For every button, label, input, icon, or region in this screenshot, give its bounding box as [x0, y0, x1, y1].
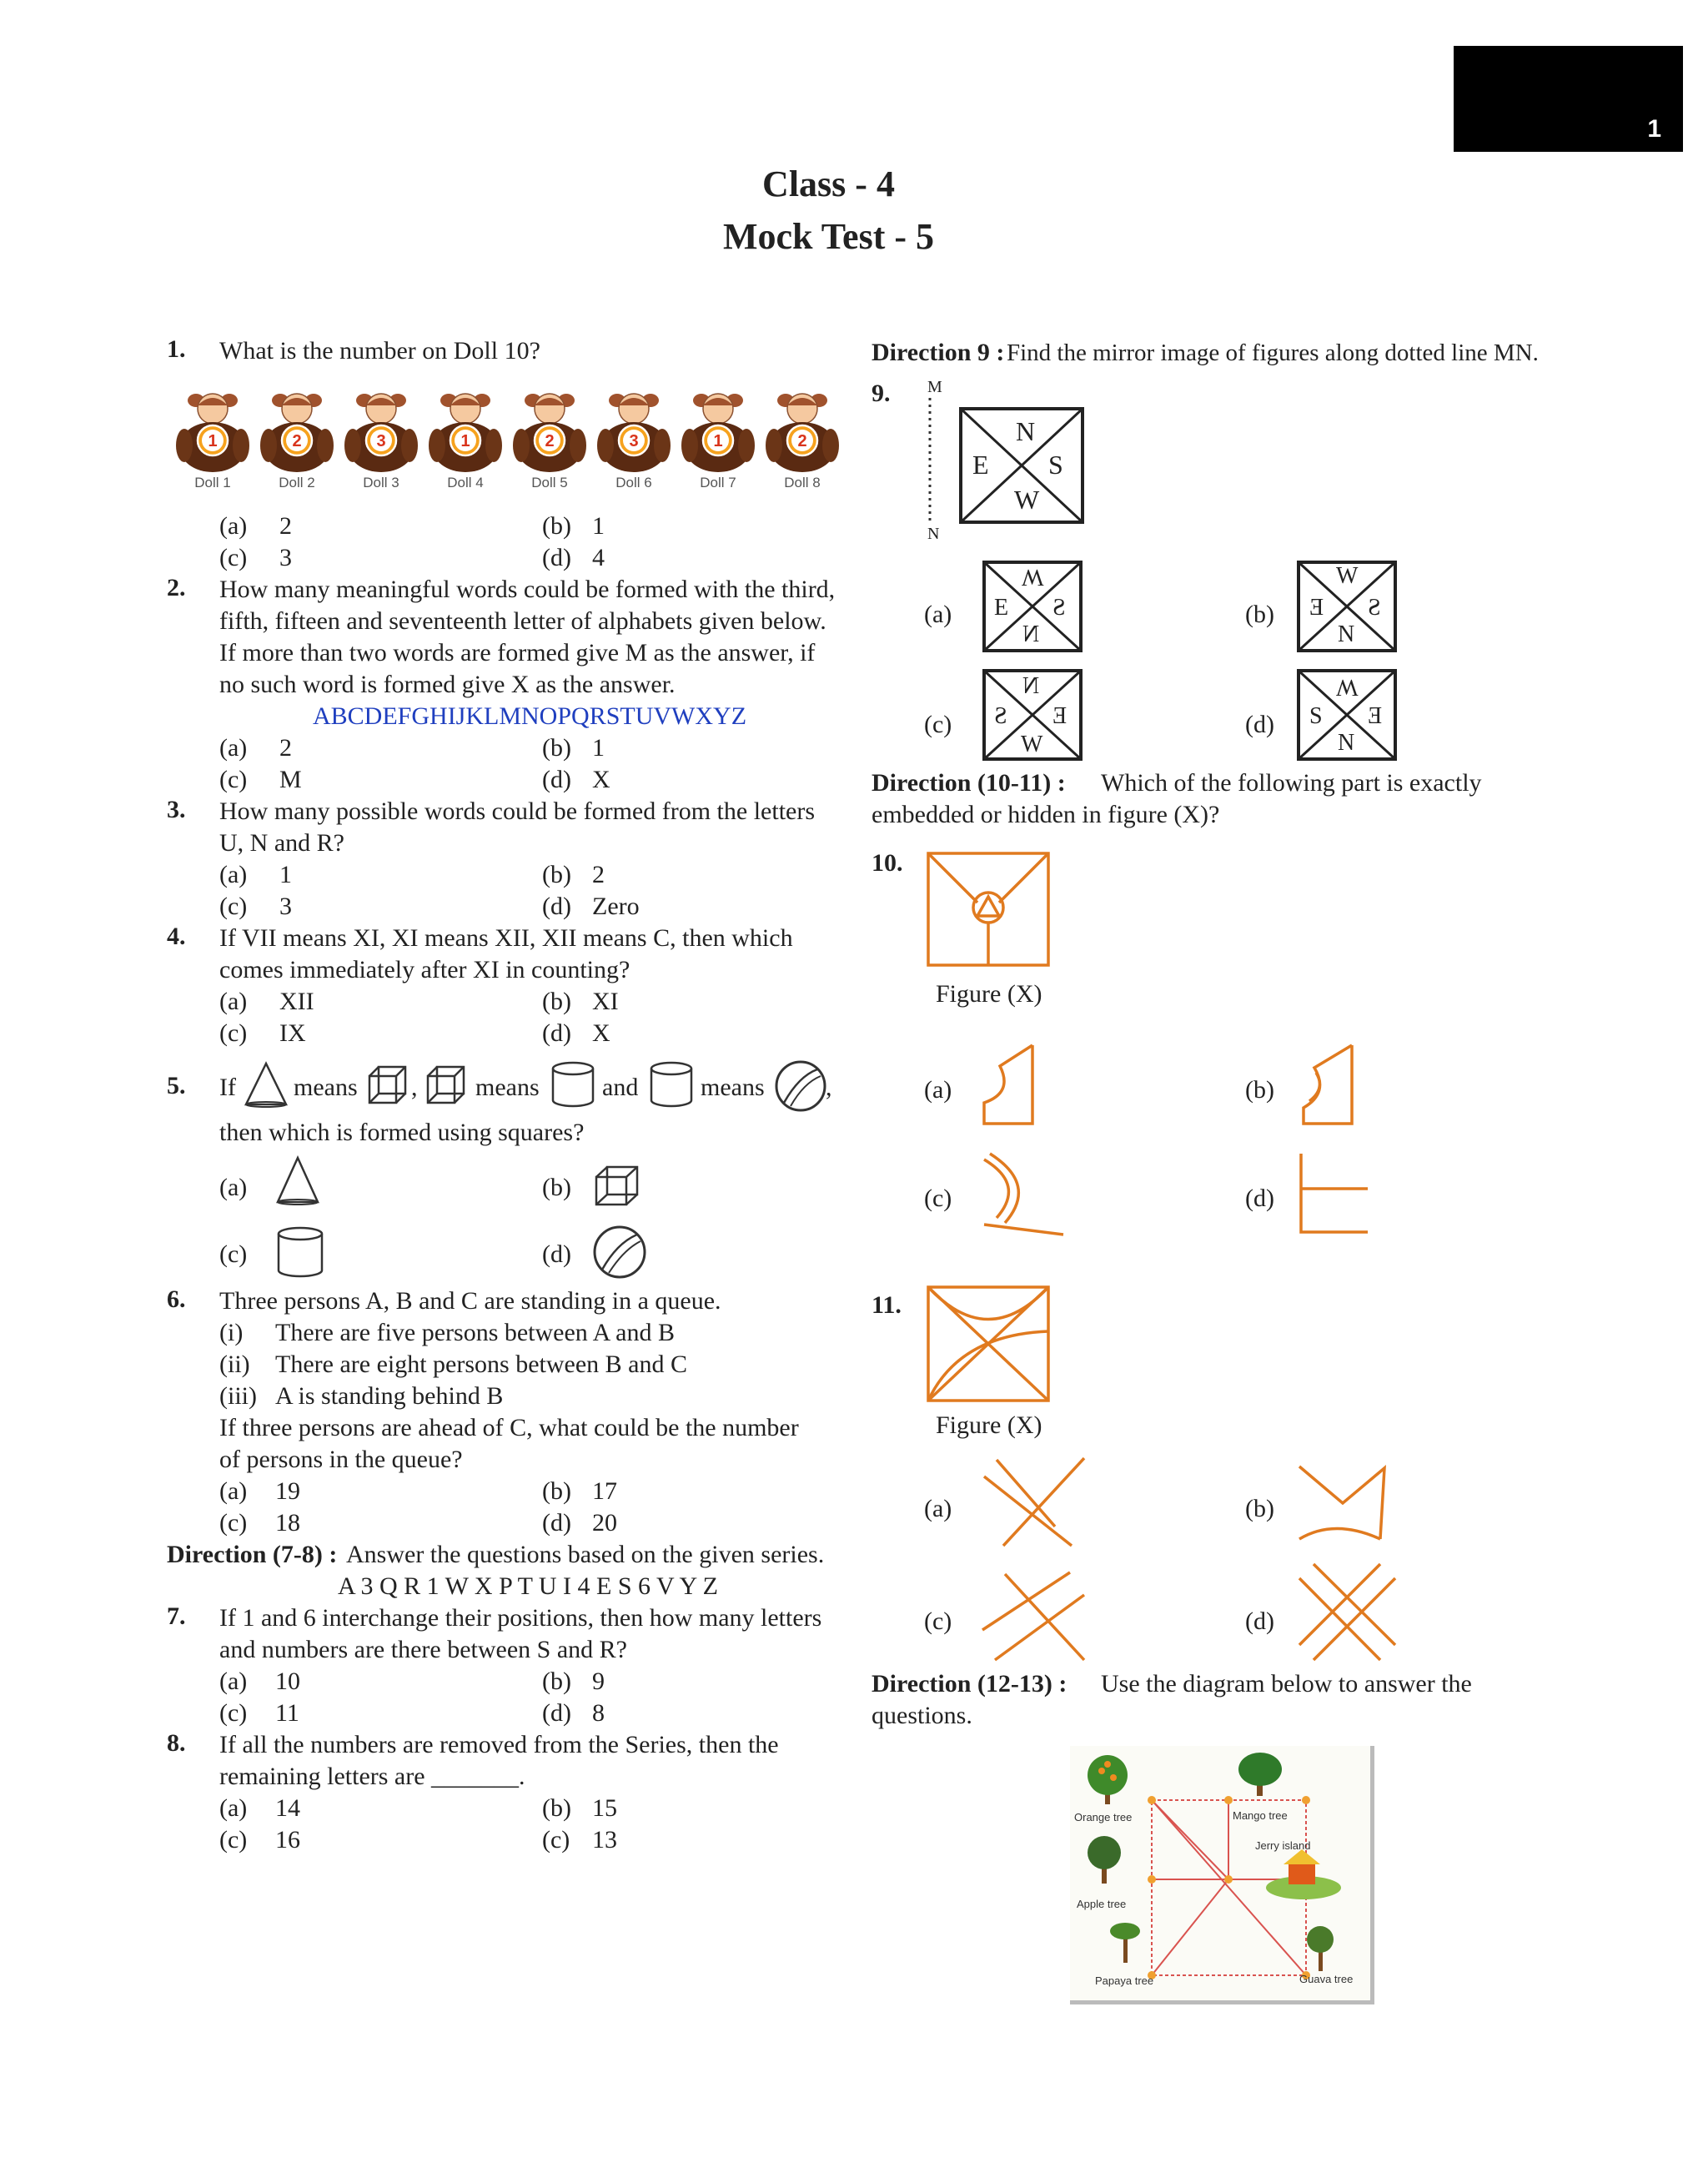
question-number: 10. — [872, 849, 903, 877]
option-key: (c) — [219, 1019, 248, 1047]
option-key: (a) — [924, 1495, 952, 1522]
option-key: (b) — [542, 512, 571, 540]
question-text: of persons in the queue? — [219, 1446, 463, 1473]
option-key: (b) — [542, 1794, 571, 1822]
doll — [513, 394, 586, 490]
direction-text: Which of the following part is exactly — [1101, 769, 1482, 797]
option-key: (c) — [924, 1607, 952, 1635]
doll-label: Doll 7 — [700, 475, 736, 490]
direction-label: Direction 9 : — [872, 339, 1005, 366]
option-value: 2 — [279, 734, 292, 762]
option-value: 2 — [279, 512, 292, 540]
condition-text: There are eight persons between B and C — [275, 1351, 687, 1378]
option-key: (c) — [542, 1826, 570, 1854]
q11-figure-x — [926, 1285, 1051, 1403]
tree-label: Guava tree — [1299, 1973, 1354, 1985]
option-value: 13 — [592, 1826, 617, 1854]
option-value: 18 — [275, 1509, 300, 1537]
compass-letter: N — [1022, 673, 1040, 699]
question-text: If — [219, 1074, 236, 1101]
direction-text: Find the mirror image of figures along dotted line MN. — [1007, 340, 1539, 366]
doll — [429, 394, 502, 490]
compass-letter: W — [1336, 674, 1359, 700]
doll-number: 3 — [376, 432, 386, 450]
compass-letter: W — [1336, 563, 1359, 589]
option-key: (b) — [542, 861, 571, 888]
doll-label: Doll 4 — [447, 475, 484, 490]
option-key: (d) — [1245, 711, 1274, 738]
option-key: (a) — [219, 1794, 248, 1822]
option-value: 3 — [279, 544, 292, 571]
class-title: Class - 4 — [762, 163, 895, 204]
option-key: (c) — [219, 1826, 248, 1854]
option-key: (b) — [1245, 601, 1274, 628]
question-text: How many possible words could be formed from the letters — [219, 797, 816, 825]
option-value: 2 — [592, 861, 605, 888]
option-key: (b) — [542, 988, 571, 1015]
option-key: (b) — [1245, 1076, 1274, 1104]
guava-tree-icon — [1307, 1926, 1334, 1971]
cone-icon — [242, 1061, 290, 1109]
tree-label: Papaya tree — [1095, 1974, 1154, 1987]
direction-text: questions. — [872, 1702, 972, 1729]
option-value: 1 — [279, 861, 292, 888]
question-text: then which is formed using squares? — [219, 1119, 585, 1146]
condition-text: There are five persons between A and B — [275, 1319, 675, 1346]
compass-letter: E — [1368, 703, 1383, 729]
option-key: (a) — [219, 861, 248, 888]
q10-option-c-shape — [980, 1151, 1072, 1239]
sphere-icon — [774, 1059, 827, 1113]
option-value: 19 — [275, 1477, 300, 1505]
question-text: remaining letters are _______. — [219, 1763, 525, 1790]
compass-letter: E — [1309, 595, 1324, 621]
cylinder-icon — [550, 1061, 595, 1109]
compass-letter: S — [1048, 450, 1063, 480]
direction-text: Answer the questions based on the given series. — [346, 1541, 825, 1568]
option-value: XI — [592, 988, 619, 1015]
compass-letter: N — [1022, 621, 1040, 647]
option-value: 14 — [275, 1794, 300, 1822]
doll-number: 3 — [629, 432, 639, 450]
option-key: (c) — [219, 893, 248, 920]
figure-label: Figure (X) — [936, 1411, 1042, 1439]
question-number: 4. — [167, 923, 186, 950]
compass-letter: W — [1021, 732, 1043, 757]
cube-icon — [367, 1064, 409, 1106]
letter-series: A 3 Q R 1 W X P T U I 4 E S 6 V Y Z — [338, 1572, 718, 1600]
compass-letter: S — [1052, 595, 1066, 621]
doll-label: Doll 8 — [784, 475, 821, 490]
doll-label: Doll 5 — [531, 475, 568, 490]
cylinder-icon — [649, 1061, 694, 1109]
question-number: 9. — [872, 380, 891, 407]
condition-key: (iii) — [219, 1382, 257, 1410]
question-text: What is the number on Doll 10? — [219, 337, 540, 365]
option-key: (d) — [542, 1509, 571, 1537]
page-number: 1 — [1647, 115, 1661, 143]
cone-icon — [274, 1155, 322, 1207]
papaya-tree-icon — [1110, 1923, 1140, 1963]
mirror-line-m-label: M — [927, 378, 942, 396]
option-key: (c) — [219, 1240, 248, 1268]
question-number: 5. — [167, 1072, 186, 1099]
question-text: How many meaningful words could be formed with the third, — [219, 576, 836, 603]
compass-letter: N — [1338, 621, 1355, 647]
doll-number: 2 — [292, 432, 302, 450]
question-number: 3. — [167, 796, 186, 823]
cylinder-icon — [275, 1226, 325, 1280]
question-text: and — [602, 1074, 639, 1101]
option-key: (d) — [542, 1240, 571, 1268]
question-number: 11. — [872, 1291, 902, 1319]
apple-tree-icon — [1088, 1836, 1121, 1884]
orange-tree-icon — [1088, 1755, 1128, 1804]
doll-number: 2 — [797, 432, 807, 450]
doll — [260, 394, 334, 490]
option-key: (a) — [219, 1477, 248, 1505]
compass-letter: W — [1022, 564, 1044, 590]
option-key: (c) — [219, 544, 248, 571]
option-key: (d) — [1245, 1185, 1274, 1212]
option-value: 10 — [275, 1667, 300, 1695]
option-value: 1 — [592, 512, 605, 540]
question-text: Three persons A, B and C are standing in a queue. — [219, 1287, 721, 1315]
tree-label: Apple tree — [1077, 1898, 1127, 1910]
doll — [681, 394, 755, 490]
doll — [597, 394, 671, 490]
q11-option-d-shape — [1297, 1562, 1399, 1663]
option-key: (c) — [924, 1185, 952, 1212]
compass-letter: N — [1338, 730, 1355, 756]
option-key: (a) — [219, 512, 248, 540]
question-text: and numbers are there between S and R? — [219, 1636, 627, 1663]
dotted-mirror-line — [926, 396, 934, 526]
tree-label: Orange tree — [1074, 1811, 1133, 1823]
option-key: (a) — [924, 601, 952, 628]
option-key: (d) — [542, 1699, 571, 1727]
option-key: (d) — [542, 1019, 571, 1047]
question-text: , — [826, 1074, 832, 1101]
option-key: (a) — [219, 1667, 248, 1695]
doll-number: 1 — [460, 432, 470, 450]
question-number: 6. — [167, 1285, 186, 1313]
question-text: If three persons are ahead of C, what could be the number — [219, 1414, 799, 1441]
q10-option-b-shape — [1299, 1043, 1358, 1126]
tree-label: Jerry island — [1255, 1839, 1311, 1852]
jerry-island-icon — [1266, 1849, 1341, 1899]
option-value: 20 — [592, 1509, 617, 1537]
option-key: (c) — [219, 766, 248, 793]
q10-figure-x — [926, 851, 1051, 968]
doll-label: Doll 2 — [279, 475, 315, 490]
compass-letter: W — [1014, 485, 1040, 515]
option-value: 17 — [592, 1477, 617, 1505]
question-text: means — [475, 1074, 540, 1101]
option-key: (c) — [219, 1509, 248, 1537]
question-text: no such word is formed give X as the answer. — [219, 671, 676, 698]
doll-number: 1 — [208, 432, 218, 450]
q11-option-c-shape — [980, 1570, 1088, 1663]
mango-tree-icon — [1238, 1753, 1282, 1796]
option-value: 8 — [592, 1699, 605, 1727]
q11-option-a-shape — [980, 1456, 1088, 1547]
option-key: (b) — [1245, 1495, 1274, 1522]
compass-letter: S — [1368, 595, 1381, 621]
doll-number: 2 — [545, 432, 555, 450]
compass-letter: S — [1309, 703, 1323, 729]
option-value: M — [279, 766, 302, 793]
compass-letter: N — [1016, 416, 1036, 446]
question-text: fifth, fifteen and seventeenth letter of alphabets given below. — [219, 607, 826, 635]
sphere-icon — [592, 1225, 647, 1280]
page-number-box — [1454, 46, 1683, 152]
condition-key: (i) — [219, 1319, 244, 1346]
mirror-line-n-label: N — [927, 525, 940, 543]
dolls-figure — [171, 385, 855, 494]
direction-label: Direction (7-8) : — [167, 1541, 338, 1568]
option-key: (b) — [542, 1477, 571, 1505]
doll-label: Doll 3 — [363, 475, 399, 490]
doll-number: 1 — [713, 432, 723, 450]
option-value: 1 — [592, 734, 605, 762]
condition-key: (ii) — [219, 1351, 250, 1378]
option-value: 15 — [592, 1794, 617, 1822]
option-key: (c) — [924, 711, 952, 738]
q10-option-d-shape — [1297, 1151, 1372, 1235]
alphabet-series: ABCDEFGHIJKLMNOPQRSTUVWXYZ — [313, 702, 747, 730]
option-key: (a) — [219, 988, 248, 1015]
figure-label: Figure (X) — [936, 980, 1042, 1008]
option-key: (a) — [219, 734, 248, 762]
doll — [176, 394, 249, 490]
direction-label: Direction (10-11) : — [872, 769, 1066, 797]
cube-icon — [594, 1164, 640, 1208]
question-text: means — [701, 1074, 765, 1101]
condition-text: A is standing behind B — [275, 1382, 504, 1410]
question-text: U, N and R? — [219, 829, 344, 857]
option-key: (a) — [924, 1076, 952, 1104]
direction-text: Use the diagram below to answer the — [1101, 1670, 1472, 1698]
compass-letter: E — [972, 450, 989, 480]
question-number: 2. — [167, 574, 186, 601]
option-key: (d) — [542, 766, 571, 793]
doll — [766, 394, 839, 490]
compass-letter: E — [994, 595, 1009, 621]
option-key: (c) — [219, 1699, 248, 1727]
option-value: Zero — [592, 893, 640, 920]
option-value: 11 — [275, 1699, 299, 1727]
option-value: XII — [279, 988, 314, 1015]
option-key: (d) — [1245, 1607, 1274, 1635]
option-value: X — [592, 766, 610, 793]
cube-icon — [425, 1064, 467, 1106]
question-text: , — [411, 1074, 418, 1101]
q11-option-b-shape — [1297, 1460, 1389, 1543]
option-key: (b) — [542, 1174, 571, 1201]
test-title: Mock Test - 5 — [723, 216, 934, 257]
question-number: 8. — [167, 1729, 186, 1757]
option-value: IX — [279, 1019, 306, 1047]
option-key: (d) — [542, 893, 571, 920]
question-text: means — [294, 1074, 358, 1101]
option-value: 16 — [275, 1826, 300, 1854]
option-value: 9 — [592, 1667, 605, 1695]
option-key: (d) — [542, 544, 571, 571]
question-text: If VII means XI, XI means XII, XII means C, then which — [219, 924, 793, 952]
trees-diagram — [1070, 1746, 1374, 2004]
option-key: (b) — [542, 734, 571, 762]
doll-label: Doll 1 — [194, 475, 231, 490]
question-text: If more than two words are formed give M as the answer, if — [219, 639, 816, 666]
doll-label: Doll 6 — [615, 475, 652, 490]
direction-text: embedded or hidden in figure (X)? — [872, 801, 1220, 828]
question-number: 1. — [167, 335, 186, 363]
question-text: If 1 and 6 interchange their positions, then how many letters — [219, 1604, 822, 1632]
option-value: 3 — [279, 893, 292, 920]
option-key: (a) — [219, 1174, 248, 1201]
question-text: If all the numbers are removed from the Series, then the — [219, 1731, 779, 1758]
question-text: comes immediately after XI in counting? — [219, 956, 630, 983]
trees-diagram-lines — [1070, 1746, 1370, 2000]
doll — [344, 394, 418, 490]
q10-option-a-shape — [980, 1043, 1038, 1126]
compass-letter: E — [1052, 703, 1068, 729]
question-number: 7. — [167, 1602, 186, 1630]
compass-letter: S — [994, 703, 1007, 729]
direction-label: Direction (12-13) : — [872, 1670, 1068, 1698]
option-value: X — [592, 1019, 610, 1047]
option-key: (b) — [542, 1667, 571, 1695]
tree-label: Mango tree — [1233, 1809, 1288, 1822]
option-value: 4 — [592, 544, 605, 571]
